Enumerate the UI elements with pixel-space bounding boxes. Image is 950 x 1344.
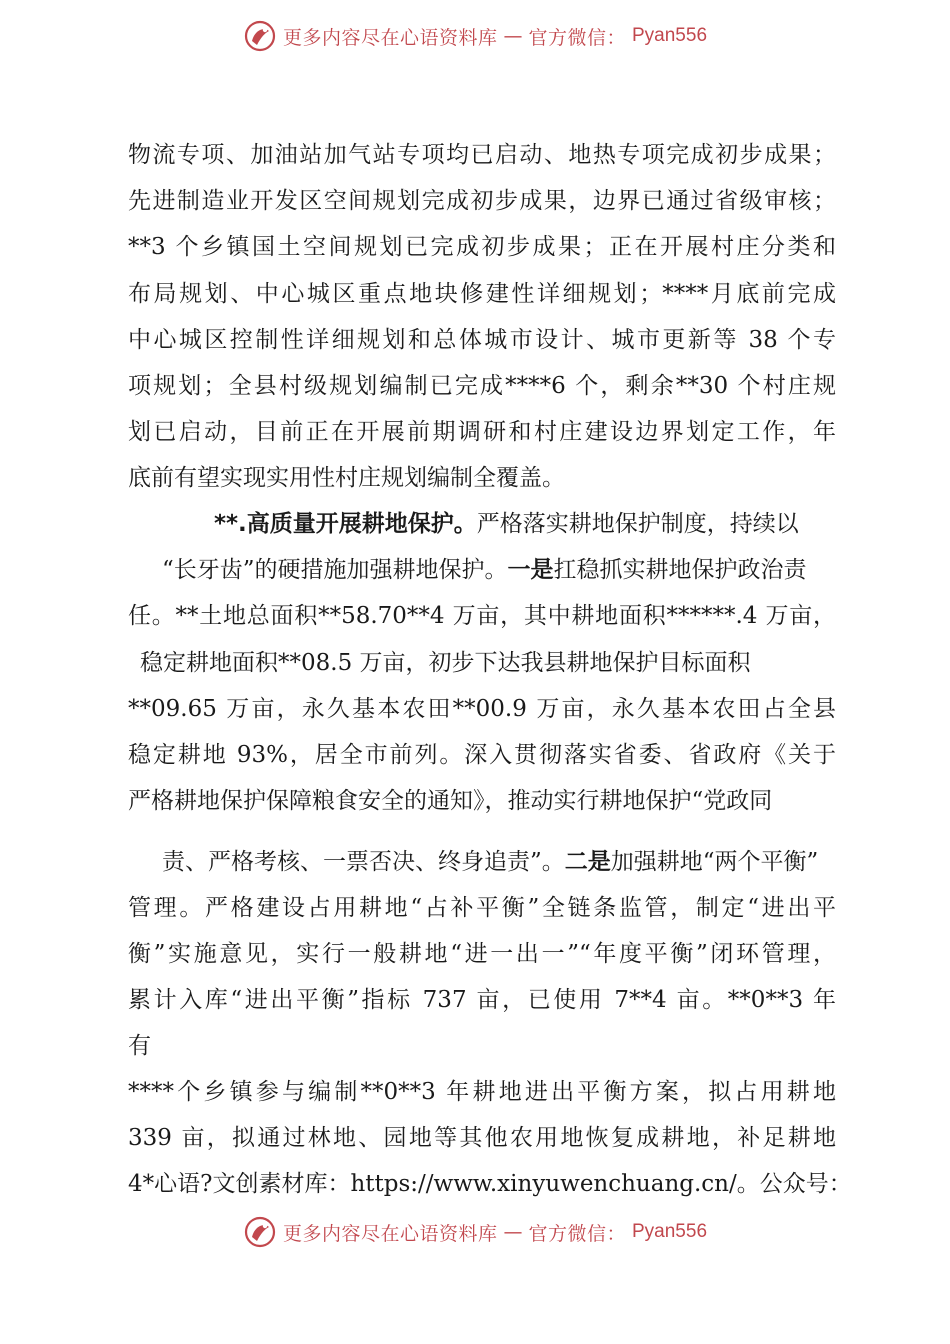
text-line xyxy=(128,893,836,923)
text-line xyxy=(128,232,836,262)
text-segment: 物流专项、加油站加气站专项均已启动、地热专项完成初步成果； xyxy=(128,142,836,168)
text-segment: 有 xyxy=(128,1033,151,1059)
text-segment: 339 亩，拟通过林地、园地等其他农用地恢复成耕地，补足耕地 xyxy=(128,1125,836,1151)
text-line xyxy=(128,786,772,816)
text-segment: 项规划；全县村级规划编制已完成****6 个，剩余**30 个村庄规 xyxy=(128,373,836,399)
bold-text-segment: 一是 xyxy=(507,557,554,583)
text-line xyxy=(140,648,751,678)
header-watermark-banner xyxy=(0,16,950,56)
text-line xyxy=(128,740,836,770)
watermark-contact-id: Pyan556 xyxy=(632,1221,708,1242)
text-segment: 底前有望实现实用性村庄规划编制全覆盖。 xyxy=(128,465,565,491)
text-line xyxy=(128,694,836,724)
text-line xyxy=(128,140,836,170)
text-line xyxy=(128,939,836,969)
watermark-logo-icon xyxy=(243,1215,277,1249)
text-segment: 严格耕地保护保障粮食安全的通知》，推动实行耕地保护“党政同 xyxy=(128,788,773,814)
watermark-contact-id: Pyan556 xyxy=(632,25,708,46)
text-segment: 任。**土地总面积**58.70**4 万亩，其中耕地面积******.4 万亩， xyxy=(128,603,836,629)
text-segment: 责、严格考核、一票否决、终身追责”。 xyxy=(162,849,565,875)
watermark-contact-label: 官方微信： xyxy=(528,26,626,49)
text-segment: 4*心语?文创素材库：https://www.xinyuwenchuang.cn/。公众号： xyxy=(128,1171,852,1197)
watermark-contact-label: 官方微信： xyxy=(528,1222,626,1245)
text-segment: 衡”实施意见，实行一般耕地“进一出一”“年度平衡”闭环管理， xyxy=(128,941,836,967)
text-segment: “长牙齿”的硬措施加强耕地保护。 xyxy=(162,557,508,583)
text-line xyxy=(128,1169,852,1199)
text-segment: **09.65 万亩，永久基本农田**00.9 万亩，永久基本农田占全县 xyxy=(128,696,836,722)
text-line xyxy=(128,1077,836,1107)
watermark-text: 更多内容尽在心语资料库 xyxy=(282,26,498,49)
text-segment: 管理。严格建设占用耕地“占补平衡”全链条监管，制定“进出平 xyxy=(128,895,836,921)
text-line xyxy=(128,186,836,216)
watermark-logo-icon xyxy=(243,19,277,53)
text-segment: 布局规划、中心城区重点地块修建性详细规划；****月底前完成 xyxy=(128,281,836,307)
text-segment: 累计入库“进出平衡”指标 737 亩，已使用 7**4 亩。**0**3 年 xyxy=(128,987,836,1013)
text-line xyxy=(128,371,836,401)
watermark-separator: — xyxy=(503,25,523,47)
text-segment: 稳定耕地 93%，居全市前列。深入贯彻落实省委、省政府《关于 xyxy=(128,742,836,768)
text-segment: 严格落实耕地保护制度，持续以 xyxy=(476,511,799,537)
text-line xyxy=(128,601,836,631)
text-segment: 扛稳抓实耕地保护政治责 xyxy=(553,557,807,583)
text-segment: 中心城区控制性详细规划和总体城市设计、城市更新等 38 个专 xyxy=(128,327,836,353)
text-segment: 加强耕地“两个平衡” xyxy=(610,849,819,875)
text-segment: 稳定耕地面积**08.5 万亩，初步下达我县耕地保护目标面积 xyxy=(140,650,751,676)
footer-watermark-banner xyxy=(0,1212,950,1252)
text-line xyxy=(214,509,799,539)
watermark-separator: — xyxy=(503,1221,523,1243)
text-segment: 先进制造业开发区空间规划完成初步成果，边界已通过省级审核； xyxy=(128,188,836,214)
bold-text-segment: 二是 xyxy=(564,849,611,875)
text-line xyxy=(128,985,836,1015)
text-line xyxy=(128,1031,151,1061)
watermark-text: 更多内容尽在心语资料库 xyxy=(282,1222,498,1245)
text-line xyxy=(128,279,836,309)
text-line xyxy=(128,325,836,355)
text-segment: **3 个乡镇国土空间规划已完成初步成果；正在开展村庄分类和 xyxy=(128,234,836,260)
bold-text-segment: **.高质量开展耕地保护。 xyxy=(214,511,477,537)
text-line xyxy=(128,1123,836,1153)
text-line xyxy=(128,463,565,493)
text-segment: 划已启动，目前正在开展前期调研和村庄建设边界划定工作，年 xyxy=(128,419,836,445)
text-line xyxy=(162,555,807,585)
text-line xyxy=(162,847,818,877)
text-line xyxy=(128,417,836,447)
text-segment: ****个乡镇参与编制**0**3 年耕地进出平衡方案，拟占用耕地 xyxy=(128,1079,836,1105)
